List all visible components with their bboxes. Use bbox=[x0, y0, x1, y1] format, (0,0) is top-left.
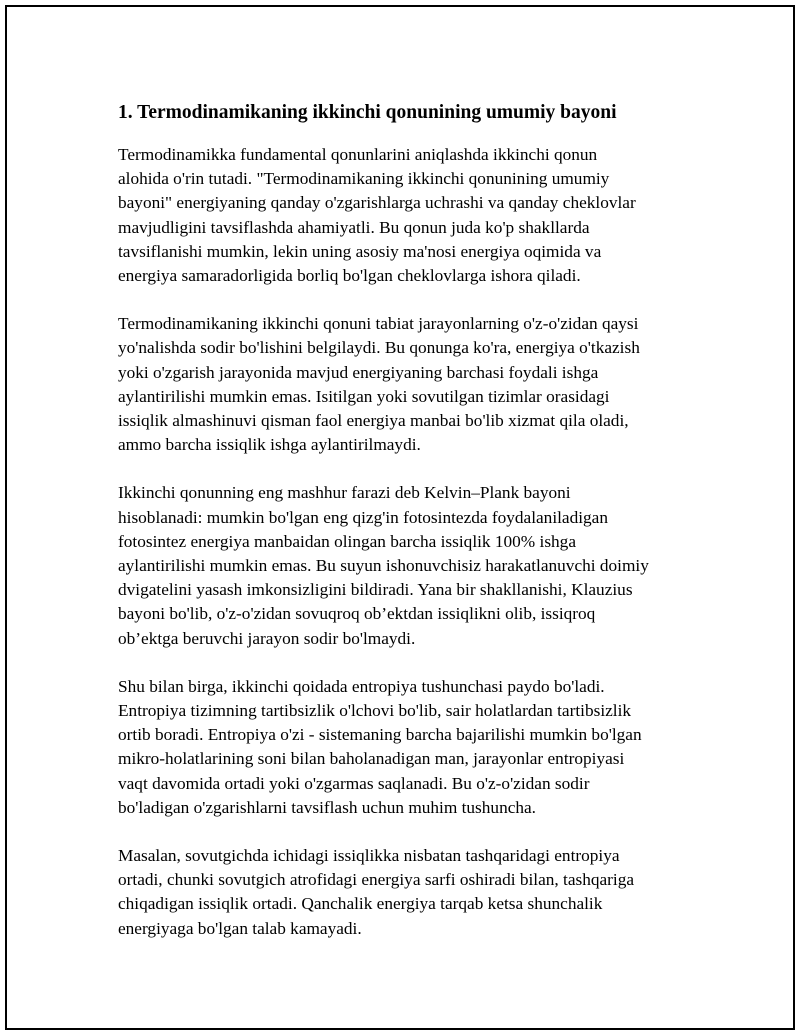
text-line: tavsiflanishi mumkin, lekin uning asosiy ma'nosi energiya oqimida va bbox=[118, 241, 602, 261]
text-line: bo'ladigan o'zgarishlarni tavsiflash uchun muhim tushuncha. bbox=[118, 797, 537, 817]
paragraph-2 bbox=[118, 312, 703, 457]
text-line: ob’ektga beruvchi jarayon sodir bo'lmaydi. bbox=[118, 628, 416, 648]
text-line: Shu bilan birga, ikkinchi qoidada entropiya tushunchasi paydo bo'ladi. bbox=[118, 676, 605, 696]
text-line: dvigatelini yasash imkonsizligini bildiradi. Yana bir shakllanishi, Klauzius bbox=[118, 580, 633, 600]
text-line: ortib boradi. Entropiya o'zi - sistemaning barcha bajarilishi mumkin bo'lgan bbox=[118, 725, 642, 745]
text-line: Entropiya tizimning tartibsizlik o'lchovi bo'lib, sair holatlardan tartibsizlik bbox=[118, 701, 632, 721]
text-line: energiya samaradorligida borliq bo'lgan cheklovlarga ishora qiladi. bbox=[118, 266, 581, 286]
document-title: 1. Termodinamikaning ikkinchi qonunining umumiy bayoni bbox=[118, 102, 617, 123]
text-line: Masalan, sovutgichda ichidagi issiqlikka nisbatan tashqaridagi entropiya bbox=[118, 846, 620, 866]
paragraph-3 bbox=[118, 481, 703, 650]
text-line: ortadi, chunki sovutgich atrofidagi energiya sarfi oshiradi bilan, tashqariga bbox=[118, 870, 635, 890]
text-line: ammo barcha issiqlik ishga aylantirilmaydi. bbox=[118, 435, 421, 455]
text-line: chiqadigan issiqlik ortadi. Qanchalik energiya tarqab ketsa shunchalik bbox=[118, 894, 603, 914]
text-line: mikro-holatlarining soni bilan baholanadigan man, jarayonlar entropiyasi bbox=[118, 749, 625, 769]
text-line: mavjudligini tavsiflashda ahamiyatli. Bu qonun juda ko'p shakllarda bbox=[118, 217, 590, 237]
text-line: fotosintez energiya manbaidan olingan barcha issiqlik 100% ishga bbox=[118, 531, 576, 551]
text-line: bayoni bo'lib, o'z-o'zidan sovuqroq ob’ektdan issiqlikni olib, issiqroq bbox=[118, 604, 596, 624]
text-line: energiyaga bo'lgan talab kamayadi. bbox=[118, 918, 362, 938]
page-frame bbox=[5, 5, 795, 1030]
text-line: Ikkinchi qonunning eng mashhur farazi deb Kelvin–Plank bayoni bbox=[118, 483, 571, 503]
text-line: alohida o'rin tutadi. "Termodinamikaning ikkinchi qonunining umumiy bbox=[118, 169, 610, 189]
text-line: yo'nalishda sodir bo'lishini belgilaydi. Bu qonunga ko'ra, energiya o'tkazish bbox=[118, 338, 640, 358]
text-line: Termodinamikaning ikkinchi qonuni tabiat jarayonlarning o'z-o'zidan qaysi bbox=[118, 314, 639, 334]
text-line: hisoblanadi: mumkin bo'lgan eng qizg'in fotosintezda foydalaniladigan bbox=[118, 507, 608, 527]
paragraph-5 bbox=[118, 844, 703, 941]
text-line: aylantirilishi mumkin emas. Bu suyun ishonuvchisiz harakatlanuvchi doimiy bbox=[118, 556, 649, 576]
paragraph-4 bbox=[118, 675, 703, 820]
text-line: issiqlik almashinuvi qisman faol energiya manbai bo'lib xizmat qila oladi, bbox=[118, 411, 629, 431]
text-line: vaqt davomida ortadi yoki o'zgarmas saqlanadi. Bu o'z-o'zidan sodir bbox=[118, 773, 590, 793]
text-line: Termodinamikka fundamental qonunlarini aniqlashda ikkinchi qonun bbox=[118, 145, 598, 164]
text-line: aylantirilishi mumkin emas. Isitilgan yoki sovutilgan tizimlar orasidagi bbox=[118, 386, 610, 406]
text-line: bayoni" energiyaning qanday o'zgarishlarga uchrashi va qanday cheklovlar bbox=[118, 193, 636, 213]
text-line: yoki o'zgarish jarayonida mavjud energiyaning barchasi foydali ishga bbox=[118, 362, 599, 382]
paragraph-1 bbox=[118, 143, 703, 288]
document-body bbox=[118, 99, 703, 965]
